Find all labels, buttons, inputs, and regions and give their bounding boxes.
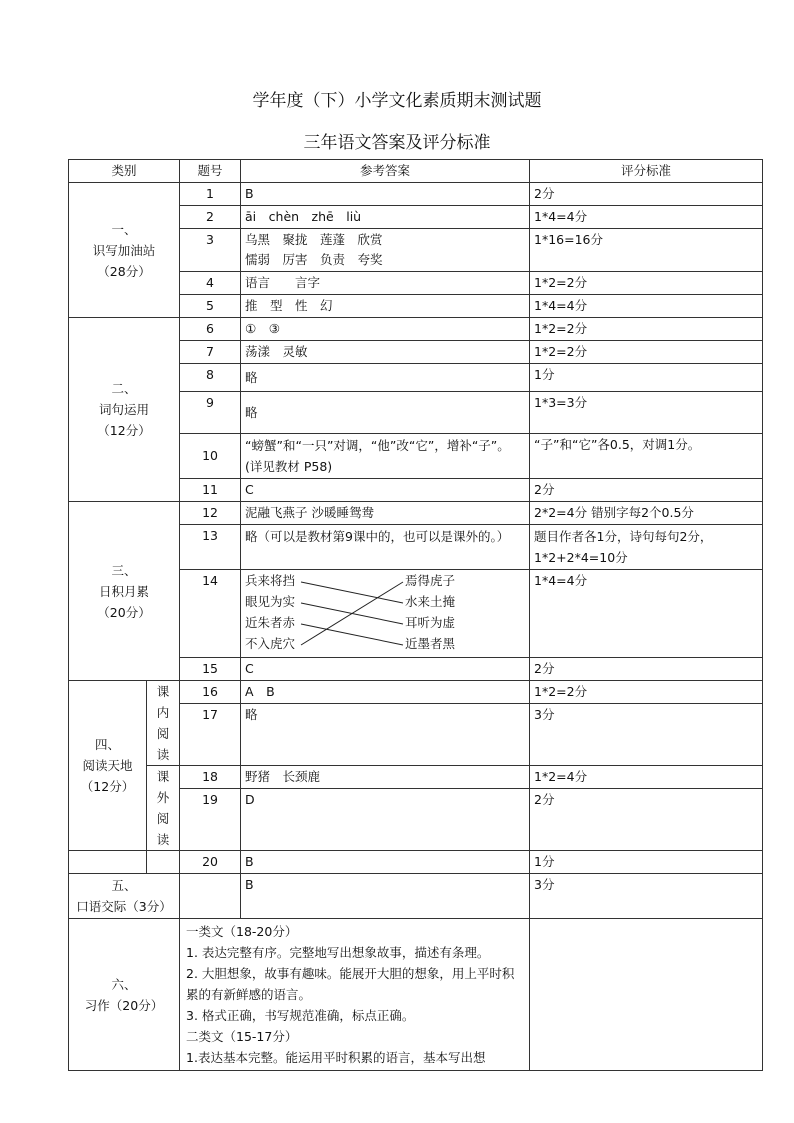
match-line	[301, 624, 403, 645]
answer-line: 乌黑 聚拢 莲蓬 欣赏	[245, 232, 383, 247]
question-number: 2	[180, 206, 241, 229]
page-subtitle: 三年语文答案及评分标准	[303, 133, 491, 153]
score-cell: 1*4=4分	[530, 295, 763, 318]
match-right: 焉得虎子	[405, 573, 456, 588]
score-cell: 1*3=3分	[530, 392, 763, 434]
table-row	[69, 874, 763, 919]
score-cell: 2分	[530, 479, 763, 502]
category-label: 口语交际（3分）	[76, 899, 172, 914]
question-number: 13	[180, 525, 241, 570]
empty-cell	[530, 919, 763, 1071]
score-cell: 1*2=2分	[530, 681, 763, 704]
answer-cell: C	[241, 479, 530, 502]
answer-cell: B	[241, 183, 530, 206]
category-three	[69, 502, 180, 681]
score-cell: 1*4=4分	[530, 570, 763, 658]
matching-cell	[241, 570, 530, 658]
answer-cell: ① ③	[241, 318, 530, 341]
essay-line: 3. 格式正确，书写规范准确，标点正确。	[186, 1008, 415, 1023]
answer-cell: 略	[241, 364, 530, 392]
category-label: （28分）	[97, 263, 151, 279]
essay-line: 2. 大胆想象，故事有趣味。能展开大胆的想象，用上平时积累的有新鲜感的语言。	[186, 966, 515, 1002]
category-label: 二、	[111, 381, 137, 396]
header-answer: 参考答案	[241, 160, 530, 183]
question-number: 7	[180, 341, 241, 364]
score-cell: 3分	[530, 874, 763, 919]
essay-line: 1. 表达完整有序。完整地写出想象故事，描述有条理。	[186, 945, 490, 960]
table-header-row	[69, 160, 763, 183]
category-label: 一、	[111, 221, 137, 237]
category-label: 词句运用	[99, 402, 150, 417]
question-number: 4	[180, 272, 241, 295]
match-right: 水来土掩	[405, 594, 456, 609]
score-cell: 2分	[530, 183, 763, 206]
question-number: 14	[180, 570, 241, 658]
category-label: 识写加油站	[92, 242, 156, 258]
match-left: 不入虎穴	[245, 636, 296, 651]
sub-category-in-class: 课内阅读	[147, 681, 180, 766]
score-cell: 2分	[530, 658, 763, 681]
answer-cell: “螃蟹”和“一只”对调，“他”改“它”，增补“子”。(详见教材 P58)	[241, 434, 530, 479]
answer-cell: 语言 言字	[241, 272, 530, 295]
empty-cell	[69, 851, 147, 874]
category-two	[69, 318, 180, 502]
score-cell: 1*2=2分	[530, 272, 763, 295]
table-row	[69, 502, 763, 525]
table-row	[69, 318, 763, 341]
answer-cell: B	[241, 851, 530, 874]
answer-cell: 泥融飞燕子 沙暖睡鸳鸯	[241, 502, 530, 525]
answer-cell: 荡漾 灵敏	[241, 341, 530, 364]
table-row	[69, 681, 763, 704]
score-cell: 1*2=2分	[530, 341, 763, 364]
answer-cell: āi chèn zhē liù	[241, 206, 530, 229]
question-number: 12	[180, 502, 241, 525]
category-label: 六、	[111, 976, 137, 992]
question-number: 10	[180, 434, 241, 479]
category-one	[69, 183, 180, 318]
score-cell: 题目作者各1分，诗句每句2分，1*2+2*4=10分	[530, 525, 763, 570]
match-line	[301, 582, 403, 603]
essay-line: 二类文（15-17分）	[186, 1029, 298, 1044]
match-right: 近墨者黑	[405, 636, 456, 651]
category-label: 五、	[111, 878, 137, 893]
question-number: 1	[180, 183, 241, 206]
header-number: 题号	[180, 160, 241, 183]
question-number: 17	[180, 704, 241, 766]
category-five	[69, 874, 180, 919]
category-four	[69, 681, 147, 851]
match-left: 眼见为实	[245, 594, 296, 609]
essay-line: 1.表达基本完整。能运用平时积累的语言，基本写出想	[186, 1050, 486, 1065]
answer-table	[68, 159, 763, 1071]
question-number: 11	[180, 479, 241, 502]
answer-cell: A B	[241, 681, 530, 704]
answer-cell: 略	[241, 392, 530, 434]
answer-cell	[241, 229, 530, 272]
answer-cell: D	[241, 789, 530, 851]
empty-cell	[180, 874, 241, 919]
answer-cell: B	[241, 874, 530, 919]
score-cell: 1分	[530, 851, 763, 874]
category-label: （12分）	[97, 423, 151, 438]
page-title: 学年度（下）小学文化素质期末测试题	[252, 91, 542, 111]
score-cell: 3分	[530, 704, 763, 766]
category-label: 阅读天地	[82, 758, 133, 773]
category-label: 习作（20分）	[84, 997, 164, 1013]
question-number: 8	[180, 364, 241, 392]
matching-exercise	[245, 571, 525, 655]
match-left: 近朱者赤	[245, 615, 296, 630]
score-cell: 1*4=4分	[530, 206, 763, 229]
category-label: 日积月累	[99, 583, 150, 599]
table-row	[69, 851, 763, 874]
score-cell: 2*2=4分 错别字每2个0.5分	[530, 502, 763, 525]
table-row	[69, 183, 763, 206]
category-label: 三、	[111, 562, 137, 578]
question-number: 18	[180, 766, 241, 789]
question-number: 6	[180, 318, 241, 341]
category-label: （20分）	[97, 604, 151, 620]
answer-cell: 推 型 性 幻	[241, 295, 530, 318]
answer-line: 懦弱 厉害 负责 夸奖	[245, 252, 383, 267]
score-cell: 1*16=16分	[530, 229, 763, 272]
score-cell: 1*2=2分	[530, 318, 763, 341]
header-score: 评分标准	[530, 160, 763, 183]
question-number: 15	[180, 658, 241, 681]
category-six	[69, 919, 180, 1071]
category-label: （12分）	[80, 779, 135, 794]
answer-cell: 略（可以是教材第9课中的，也可以是课外的。）	[241, 525, 530, 570]
score-cell: 1*2=4分	[530, 766, 763, 789]
score-cell: “子”和“它”各0.5，对调1分。	[530, 434, 763, 479]
score-cell: 1分	[530, 364, 763, 392]
answer-cell: C	[241, 658, 530, 681]
table-row	[69, 766, 763, 789]
answer-cell: 野猪 长颈鹿	[241, 766, 530, 789]
essay-criteria	[180, 919, 530, 1071]
answer-cell: 略	[241, 704, 530, 766]
match-right: 耳听为虚	[405, 615, 456, 630]
header-category: 类别	[69, 160, 180, 183]
question-number: 20	[180, 851, 241, 874]
question-number: 3	[180, 229, 241, 272]
question-number: 19	[180, 789, 241, 851]
match-line	[301, 582, 403, 645]
score-cell: 2分	[530, 789, 763, 851]
sub-category-out-class: 课外阅读	[147, 766, 180, 851]
match-left: 兵来将挡	[245, 573, 296, 588]
question-number: 9	[180, 392, 241, 434]
table-row	[69, 919, 763, 1071]
question-number: 5	[180, 295, 241, 318]
question-number: 16	[180, 681, 241, 704]
empty-cell	[147, 851, 180, 874]
essay-line: 一类文（18-20分）	[186, 924, 298, 939]
category-label: 四、	[94, 737, 120, 752]
